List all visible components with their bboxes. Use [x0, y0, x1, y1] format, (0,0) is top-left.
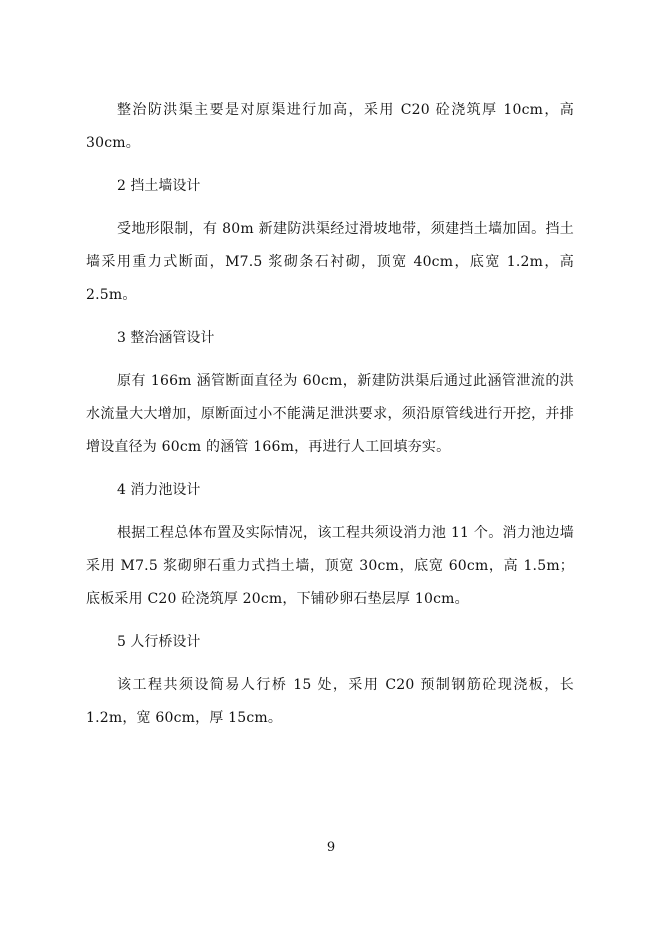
spacer — [86, 507, 574, 517]
paragraph-stilling-basin: 根据工程总体布置及实际情况，该工程共须设消力池 11 个。消力池边墙采用 M7.5 浆砌卵石重力式挡土墙，顶宽 30cm，底宽 60cm，高 1.5m；底板采用 C20 砼浇筑厚 20cm，下铺砂卵石垫层厚 10cm。 — [86, 525, 574, 607]
spacer — [86, 464, 574, 474]
document-body — [86, 94, 574, 735]
heading-stilling-basin: 4 消力池设计 — [117, 482, 201, 498]
paragraph-footbridge: 该工程共须设简易人行桥 15 处，采用 C20 预制钢筋砼现浇板，长 1.2m，宽 60cm，厚 15cm。 — [86, 677, 574, 726]
spacer — [86, 659, 574, 669]
paragraph-culvert: 原有 166m 涵管断面直径为 60cm，新建防洪渠后通过此涵管泄流的洪水流量大大增加，原断面过小不能满足泄洪要求，须沿原管线进行开挖，并排增设直径为 60cm 的涵管 166m，再进行人工回填夯实。 — [86, 373, 574, 455]
spacer — [86, 160, 574, 170]
heading-footbridge: 5 人行桥设计 — [117, 634, 201, 650]
spacer — [86, 203, 574, 213]
heading-culvert: 3 整治涵管设计 — [117, 330, 215, 346]
page-number: 9 — [326, 840, 336, 855]
paragraph-retaining-wall: 受地形限制，有 80m 新建防洪渠经过滑坡地带，须建挡土墙加固。挡土墙采用重力式断面，M7.5 浆砌条石衬砌，顶宽 40cm，底宽 1.2m，高 2.5m。 — [86, 221, 574, 303]
spacer — [86, 616, 574, 626]
paragraph-flood-channel: 整治防洪渠主要是对原渠进行加高，采用 C20 砼浇筑厚 10cm，高 30cm。 — [86, 102, 574, 151]
spacer — [86, 312, 574, 322]
spacer — [86, 355, 574, 365]
heading-retaining-wall: 2 挡土墙设计 — [117, 178, 201, 194]
